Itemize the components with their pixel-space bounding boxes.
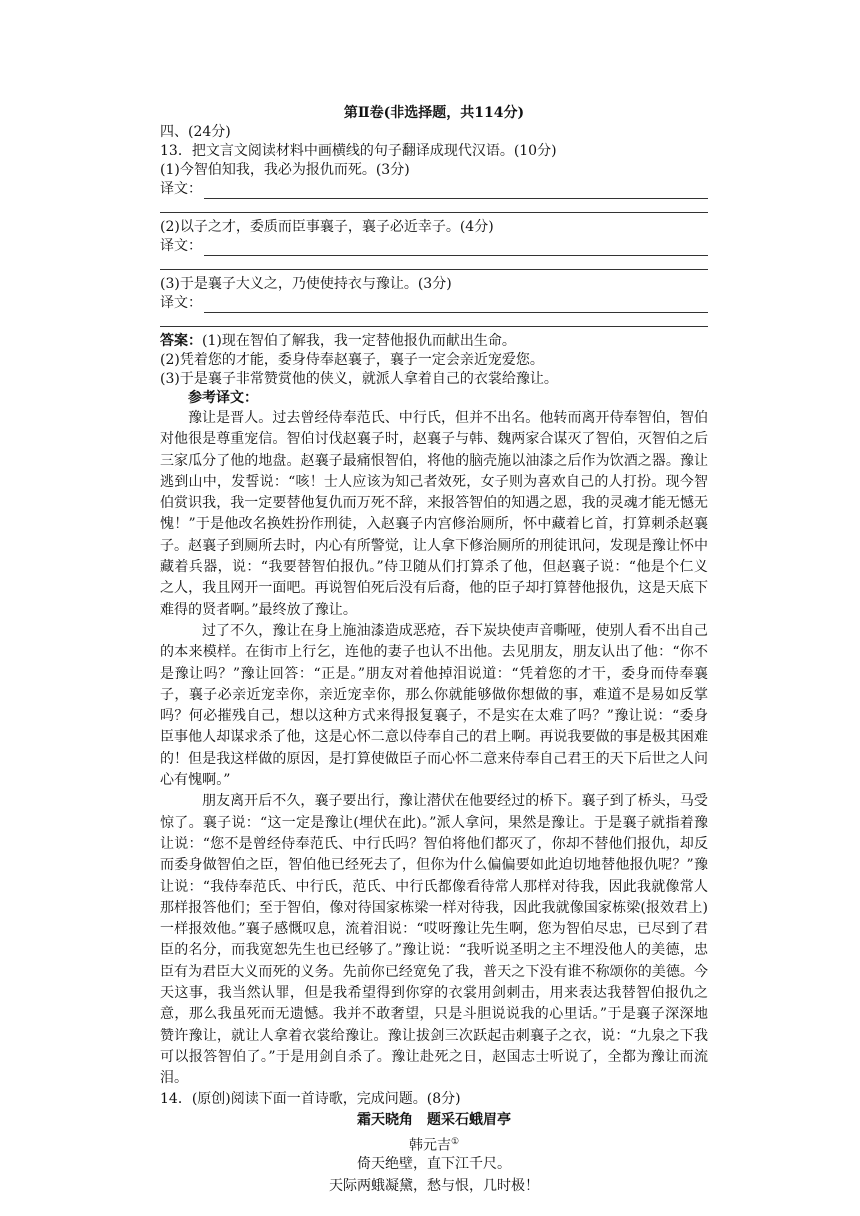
answer-blank-line	[204, 242, 708, 256]
answer-blank-row	[160, 313, 708, 332]
answer-text-1: (1)现在智伯了解我，我一定替他报仇而献出生命。	[202, 333, 516, 349]
answer-blank-row	[160, 199, 708, 218]
reference-paragraph-3: 朋友离开后不久，襄子要出行，豫让潜伏在他要经过的桥下。襄子到了桥头，马受惊了。襄子说：“这一定是豫让(埋伏在此)。”派人拿问，果然是豫让。于是襄子就指着豫让说：“您不是曾经侍奉范氏、中行氏吗？智伯将他们都灭了，你却不替他们报仇，却反而委身做智伯之臣，智伯他已经死去了，但你为什么偏偏要如此迫切地替他报仇呢？”豫让说：“我侍奉范氏、中行氏，范氏、中行氏都像看待常人那样对待我，因此我就像常人那样报答他们；至于智伯，像对待国家栋梁一样对待我，因此我就像国家栋梁(报效君上)一样报效他。”襄子感慨叹息，流着泪说：“哎呀豫让先生啊，您为智伯尽忠，已尽到了君臣的名分，而我宽恕先生也已经够了。”豫让说：“我听说圣明之主不埋没他人的美德，忠臣有为君臣大义而死的义务。先前你已经宽免了我，普天之下没有谁不称颂你的美德。今天这事，我当然认罪，但是我希望得到你穿的衣裳用剑刺击，用来表达我替智伯报仇之意，那么我虽死而无遗憾。我并不敢奢望，只是斗胆说说我的心里话。”于是襄子深深地赞许豫让，就让人拿着衣裳给豫让。豫让拔剑三次跃起击刺襄子之衣，说：“九泉之下我可以报答智伯了。”于是用剑自杀了。豫让赴死之日，赵国志士听说了，全都为豫让而流泪。	[160, 793, 708, 1087]
question-13-item-3-prompt: (3)于是襄子大义之，乃使使持衣与豫让。(3分)	[160, 276, 452, 292]
poem-author-name: 韩元吉	[408, 1137, 451, 1154]
answer-blank-line	[204, 299, 708, 313]
exam-content	[160, 104, 708, 1197]
answer-blank-line	[160, 269, 708, 270]
reference-paragraph-2: 过了不久，豫让在身上施油漆造成恶疮，吞下炭块使声音嘶哑，使别人看不出自己的本来模样。在街市上行乞，连他的妻子也认不出他。去见朋友，朋友认出了他：“你不是豫让吗？”豫让回答：“正是。”朋友对着他掉泪说道：“凭着您的才干，委身而侍奉襄子，襄子必亲近宠幸你，亲近宠幸你，那么你就能够做你想做的事，难道不是易如反掌吗？何必摧残自己，想以这种方式来得报复襄子，不是实在太难了吗？”豫让说：“委身臣事他人却谋求杀了他，这是心怀二意以侍奉自己的君上啊。再说我要做的事是极其困难的！但是我这样做的原因，是打算使做臣子而心怀二意来侍奉自己君王的天下后世之人问心有愧啊。”	[160, 622, 708, 789]
answer-line-2: (2)凭着您的才能，委身侍奉赵襄子，襄子一定会亲近宠爱您。	[160, 352, 544, 368]
part-four-heading: 四、(24分)	[160, 124, 231, 140]
poem-line-1: 倚天绝壁，直下江千尺。	[357, 1155, 511, 1172]
poem-title	[160, 1109, 708, 1131]
section-title: 第Ⅱ卷(非选择题，共114分)	[343, 105, 525, 121]
translation-answer-row-3	[160, 294, 708, 313]
question-13-item-2-prompt: (2)以子之才，委质而臣事襄子，襄子必近幸子。(4分)	[160, 219, 494, 235]
poem-title-tune: 霜天晓角	[357, 1111, 413, 1128]
question-13-stem: 13．把文言文阅读材料中画横线的句子翻译成现代汉语。(10分)	[160, 143, 557, 159]
translation-answer-row-2	[160, 237, 708, 256]
translation-label: 译文：	[160, 238, 202, 254]
answer-blank-row	[160, 256, 708, 275]
answer-blank-line	[204, 185, 708, 199]
answer-line-1	[160, 332, 708, 351]
translation-label: 译文：	[160, 181, 202, 197]
answer-label: 答案：	[160, 333, 202, 349]
question-13-item-1	[160, 161, 708, 218]
footnote-mark: ①	[450, 1136, 460, 1147]
question-13-item-3	[160, 275, 708, 332]
translation-label: 译文：	[160, 295, 202, 311]
poem-line-2: 天际两蛾凝黛，愁与恨，几时极！	[329, 1177, 539, 1194]
answer-blank-line	[160, 212, 708, 213]
translation-answer-row-1	[160, 180, 708, 199]
reference-paragraph-1: 豫让是晋人。过去曾经侍奉范氏、中行氏，但并不出名。他转而离开侍奉智伯，智伯对他很是尊重宠信。智伯讨伐赵襄子时，赵襄子与韩、魏两家合谋灭了智伯，灭智伯之后三家瓜分了他的地盘。赵襄子最痛恨智伯，将他的脑壳施以油漆之后作为饮酒之器。豫让逃到山中，发誓说：“咳！士人应该为知己者效死，女子则为喜欢自己的人打扮。现今智伯赏识我，我一定要替他复仇而万死不辞，来报答智伯的知遇之恩，我的灵魂才能无憾无愧！”于是他改名换姓扮作刑徒，入赵襄子内宫修治厕所，怀中藏着匕首，打算刺杀赵襄子。赵襄子到厕所去时，内心有所警觉，让人拿下修治厕所的刑徒讯问，发现是豫让怀中藏着兵器，说：“我要替智伯报仇。”侍卫随从们打算杀了他，但赵襄子说：“他是个仁义之人，我且网开一面吧。再说智伯死后没有后裔，他的臣子却打算替他报仇，这是天底下难得的贤者啊。”最终放了豫让。	[160, 410, 708, 618]
answer-line-3: (3)于是襄子非常赞赏他的侠义，就派人拿着自己的衣裳给豫让。	[160, 371, 558, 387]
answer-blank-line	[160, 326, 708, 327]
question-13-item-1-prompt: (1)今智伯知我，我必为报仇而死。(3分)	[160, 162, 410, 178]
reference-translation-label: 参考译文：	[188, 390, 258, 406]
reference-translation	[160, 408, 708, 1090]
question-14-stem: 14．(原创)阅读下面一首诗歌，完成问题。(8分)	[160, 1090, 461, 1107]
poem-author	[160, 1131, 708, 1153]
poem-title-subject: 题采石蛾眉亭	[427, 1111, 511, 1128]
question-13-item-2	[160, 218, 708, 275]
